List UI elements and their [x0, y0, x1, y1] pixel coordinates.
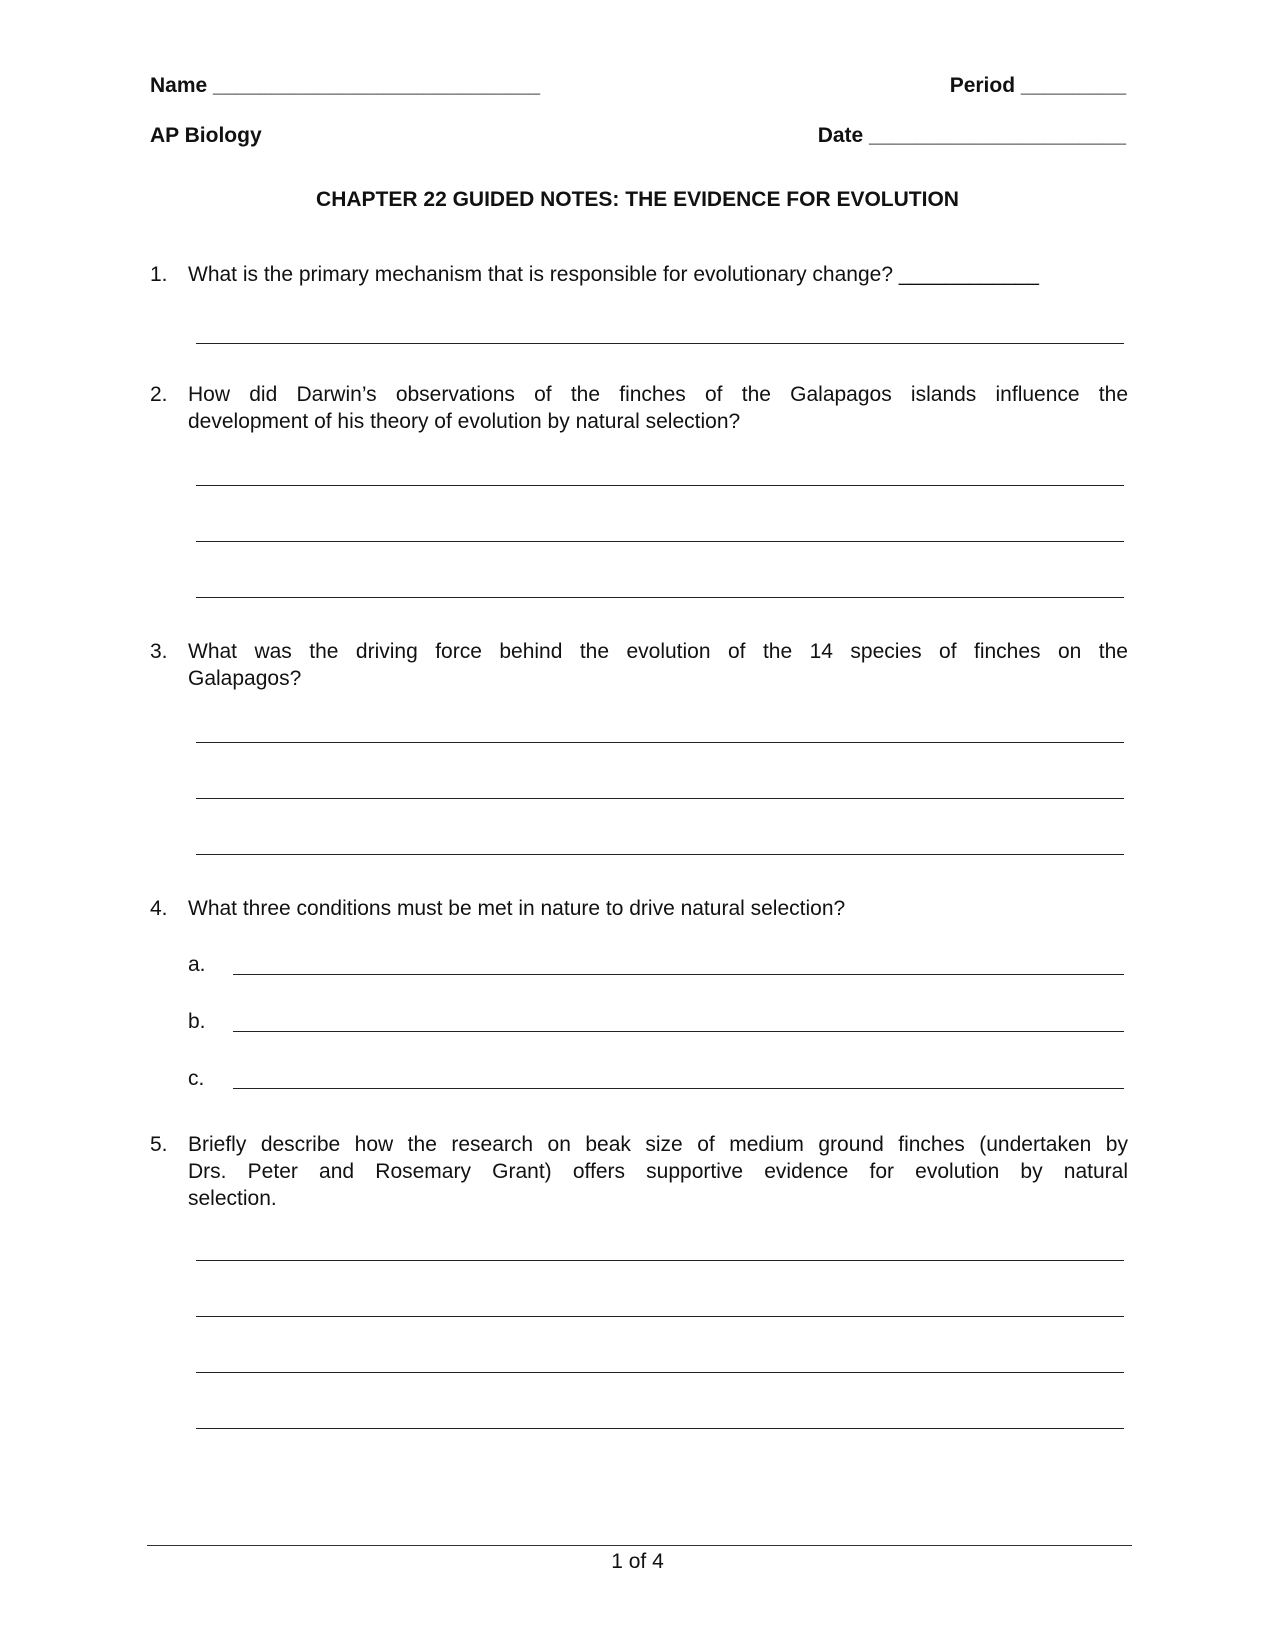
footer-divider	[147, 1545, 1132, 1546]
part-c-label: c.	[188, 1067, 205, 1090]
question-2-text	[188, 381, 1128, 435]
answer-line-c[interactable]	[233, 1088, 1124, 1089]
question-2-number: 2.	[150, 383, 168, 406]
course-label: AP Biology	[150, 124, 262, 147]
question-3-line: What was the driving force behind the evolution of the 14 species of finches on the	[188, 640, 1128, 663]
question-5-number: 5.	[150, 1133, 168, 1156]
answer-line[interactable]	[196, 798, 1124, 799]
period-field[interactable]: Period _________	[949, 74, 1126, 97]
answer-line[interactable]	[196, 1372, 1124, 1373]
answer-line[interactable]	[196, 343, 1124, 344]
question-5-line: Briefly describe how the research on beak size of medium ground finches (undertaken by	[188, 1133, 1128, 1156]
question-3-line: Galapagos?	[188, 667, 302, 690]
answer-line-b[interactable]	[233, 1031, 1124, 1032]
part-b-label: b.	[188, 1010, 206, 1033]
question-5-line: Drs. Peter and Rosemary Grant) offers supportive evidence for evolution by natural	[188, 1160, 1128, 1183]
page-number: 1 of 4	[611, 1550, 664, 1573]
answer-line[interactable]	[196, 597, 1124, 598]
answer-line[interactable]	[196, 1260, 1124, 1261]
question-3-number: 3.	[150, 640, 168, 663]
answer-line[interactable]	[196, 1316, 1124, 1317]
question-5-text	[188, 1131, 1128, 1212]
date-field[interactable]: Date ______________________	[817, 124, 1126, 147]
question-1-text: What is the primary mechanism that is responsible for evolutionary change? ____________	[188, 263, 1039, 286]
question-1-number: 1.	[150, 263, 168, 286]
question-2-line: How did Darwin’s observations of the finches of the Galapagos islands influence the	[188, 383, 1128, 406]
answer-line[interactable]	[196, 742, 1124, 743]
question-4-number: 4.	[150, 897, 168, 920]
name-field[interactable]: Name ____________________________	[150, 74, 541, 97]
question-4-text: What three conditions must be met in nature to drive natural selection?	[188, 897, 846, 920]
question-5-line: selection.	[188, 1187, 277, 1210]
page-title: CHAPTER 22 GUIDED NOTES: THE EVIDENCE FOR EVOLUTION	[316, 188, 959, 211]
question-3-text	[188, 638, 1128, 692]
part-a-label: a.	[188, 953, 206, 976]
answer-line-a[interactable]	[233, 974, 1124, 975]
question-2-line: development of his theory of evolution by natural selection?	[188, 410, 741, 433]
answer-line[interactable]	[196, 854, 1124, 855]
answer-line[interactable]	[196, 485, 1124, 486]
answer-line[interactable]	[196, 541, 1124, 542]
answer-line[interactable]	[196, 1428, 1124, 1429]
